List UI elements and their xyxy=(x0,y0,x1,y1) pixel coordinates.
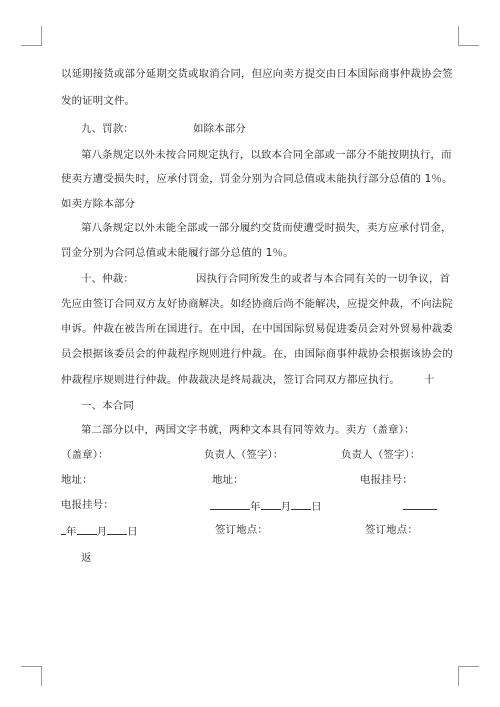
date-year-label: 年 xyxy=(66,526,77,538)
section-heading-arbitration: 十、仲裁： xyxy=(81,273,134,285)
blank-line xyxy=(210,498,250,510)
section-heading-contract: 一、本合同 xyxy=(81,400,134,412)
body-text-line: 第八条规定以外未能全部或一部分履约交货而使遭受时损失，卖方应承付罚金， xyxy=(81,222,452,234)
body-text-line: 如除本部分 xyxy=(193,123,246,135)
body-text-line: 申诉。仲裁在被告所在国进行。在中国，在中国国际贸易促进委员会对外贸易仲裁委 xyxy=(61,323,453,335)
signing-place-label-buyer: 签订地点： xyxy=(215,524,268,536)
body-text-line: 返 xyxy=(81,552,92,564)
date-day-label: 日 xyxy=(127,526,138,538)
blank-line xyxy=(107,523,127,535)
crop-mark-bottom-right xyxy=(458,666,479,667)
crop-mark-bottom-right xyxy=(458,666,459,686)
body-text-line: 仲裁程序规则进行仲裁。仲裁裁决是终局裁决，签订合同双方都应执行。 xyxy=(61,374,400,386)
date-year-label: 年 xyxy=(250,501,261,513)
date-field-seller xyxy=(210,498,322,514)
date-field-buyer xyxy=(61,523,138,539)
section-heading-penalty: 九、罚款： xyxy=(81,123,134,135)
blank-line xyxy=(261,498,281,510)
crop-mark-top-left xyxy=(41,26,42,46)
signer-label-buyer: 负责人（签字）： xyxy=(204,449,284,461)
cable-label-seller: 电报挂号： xyxy=(360,474,413,486)
seal-label-buyer: （盖章）： xyxy=(61,449,109,461)
body-text-line: 先应由签订合同双方友好协商解决。如经协商后尚不能解决，应提交仲裁，不向法院 xyxy=(61,298,453,310)
blank-line xyxy=(403,498,437,510)
cable-label-buyer: 电报挂号： xyxy=(61,499,114,511)
address-label-buyer: 地址： xyxy=(61,474,93,486)
date-day-label: 日 xyxy=(311,501,322,513)
date-month-label: 月 xyxy=(96,526,108,538)
body-text-line: 如卖方除本部分 xyxy=(61,198,136,210)
crop-mark-bottom-left xyxy=(21,666,42,667)
body-text-line: 员会根据该委员会的仲裁程序规则进行仲裁。在，由国际商事仲裁协会根据该协会的 xyxy=(61,348,453,360)
signer-label-seller: 负责人（签字）： xyxy=(341,449,421,461)
body-text-line: 使卖方遭受损失时，应承付罚金，罚金分别为合同总值或未能执行部分总值的 1％。 xyxy=(61,173,453,185)
body-text-line: 第八条规定以外未按合同规定执行，以致本合同全部或一部分不能按期执行，而 xyxy=(81,149,452,161)
date-month-label: 月 xyxy=(280,501,292,513)
blank-field xyxy=(403,498,437,514)
body-text-line: 罚金分别为合同总值或未能履行部分总值的 1％。 xyxy=(61,247,294,259)
body-text-line: 以延期接货或部分延期交货或取消合同，但应向卖方提交由日本国际商事仲裁协会签 xyxy=(61,68,453,80)
crop-mark-bottom-left xyxy=(41,666,42,686)
body-text-line: 第二部分以中，两国文字书就，两种文本具有同等效力。卖方（盖章）： xyxy=(81,424,415,436)
body-text-line: 发的证明文件。 xyxy=(61,95,136,107)
crop-mark-top-right xyxy=(458,26,459,46)
section-number-fragment: 十 xyxy=(424,374,435,386)
body-text-line: 因执行合同所发生的或者与本合同有关的一切争议，首 xyxy=(196,273,451,285)
crop-mark-top-right xyxy=(458,45,479,46)
crop-mark-top-left xyxy=(21,45,42,46)
blank-line xyxy=(291,498,311,510)
signing-place-label-seller: 签订地点： xyxy=(365,524,418,536)
address-label-seller: 地址： xyxy=(212,474,244,486)
blank-line xyxy=(77,523,97,535)
